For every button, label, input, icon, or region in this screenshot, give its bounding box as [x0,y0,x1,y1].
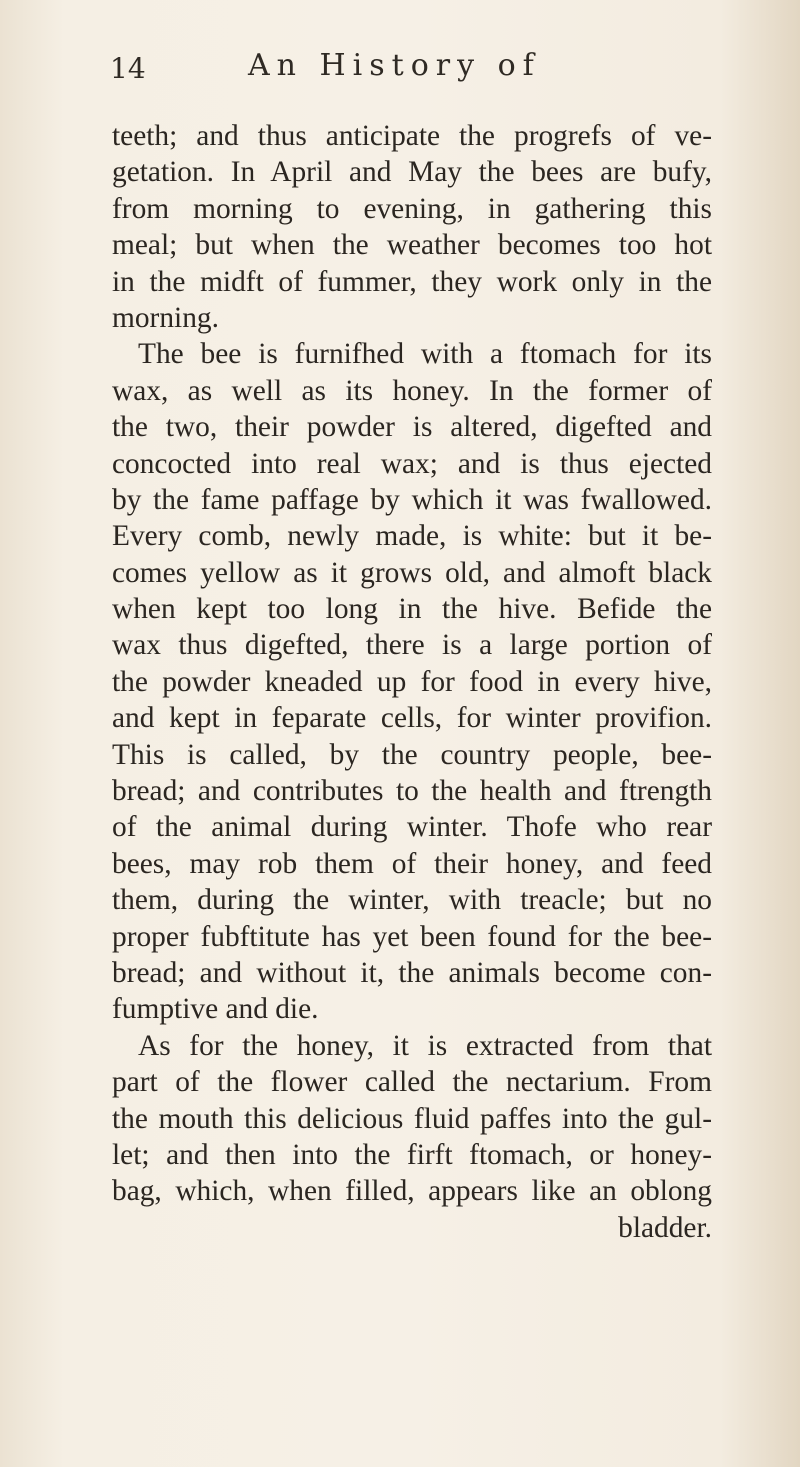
catchword: bladder. [618,1211,712,1244]
running-head: An History of [248,48,541,83]
text-line: in the midft of fummer, they work only in the [112,265,712,298]
text-line: morning. [112,301,219,334]
text-line: when kept too long in the hive. Befide the [112,593,712,626]
text-line: the powder kneaded up for food in every hive, [112,665,712,698]
text-line: fumptive and die. [112,993,319,1026]
text-line: bag, which, when filled, appears like an oblong [112,1175,712,1208]
text-line: comes yellow as it grows old, and almoft black [112,556,712,589]
text-line: Every comb, newly made, is white: but it be- [112,520,712,553]
text-line: teeth; and thus anticipate the progrefs of ve- [112,120,712,152]
text-line: bees, may rob them of their honey, and feed [112,847,712,880]
text-line: meal; but when the weather becomes too hot [112,229,712,262]
text-line: This is called, by the country people, bee- [112,738,712,771]
text-line: and kept in feparate cells, for winter provifion. [112,702,712,735]
text-line: part of the flower called the nectarium. From [112,1066,712,1099]
text-line: from morning to evening, in gathering this [112,192,712,225]
text-line: concocted into real wax; and is thus ejected [112,447,712,480]
text-line: the mouth this delicious fluid paffes into the gul- [112,1102,712,1135]
text-line: them, during the winter, with treacle; but no [112,884,712,917]
page-number: 14 [110,52,146,85]
text-line: wax, as well as its honey. In the former of [112,374,712,407]
text-line: of the animal during winter. Thofe who rear [112,811,712,844]
text-line: The bee is furnifhed with a ftomach for its [138,338,712,371]
body-text [112,118,712,1246]
text-line: by the fame paffage by which it was fwallowed. [112,483,712,516]
text-line: getation. In April and May the bees are bufy, [112,156,712,189]
text-line: As for the honey, it is extracted from that [138,1029,712,1062]
text-line: wax thus digefted, there is a large portion of [112,629,712,662]
text-line: the two, their powder is altered, digefted and [112,411,712,444]
text-line: bread; and without it, the animals become con- [112,956,712,989]
text-line: bread; and contributes to the health and ftrength [112,775,712,808]
text-line: let; and then into the firft ftomach, or honey- [112,1138,712,1171]
text-line: proper fubftitute has yet been found for the bee- [112,920,712,953]
page-header [110,44,710,94]
